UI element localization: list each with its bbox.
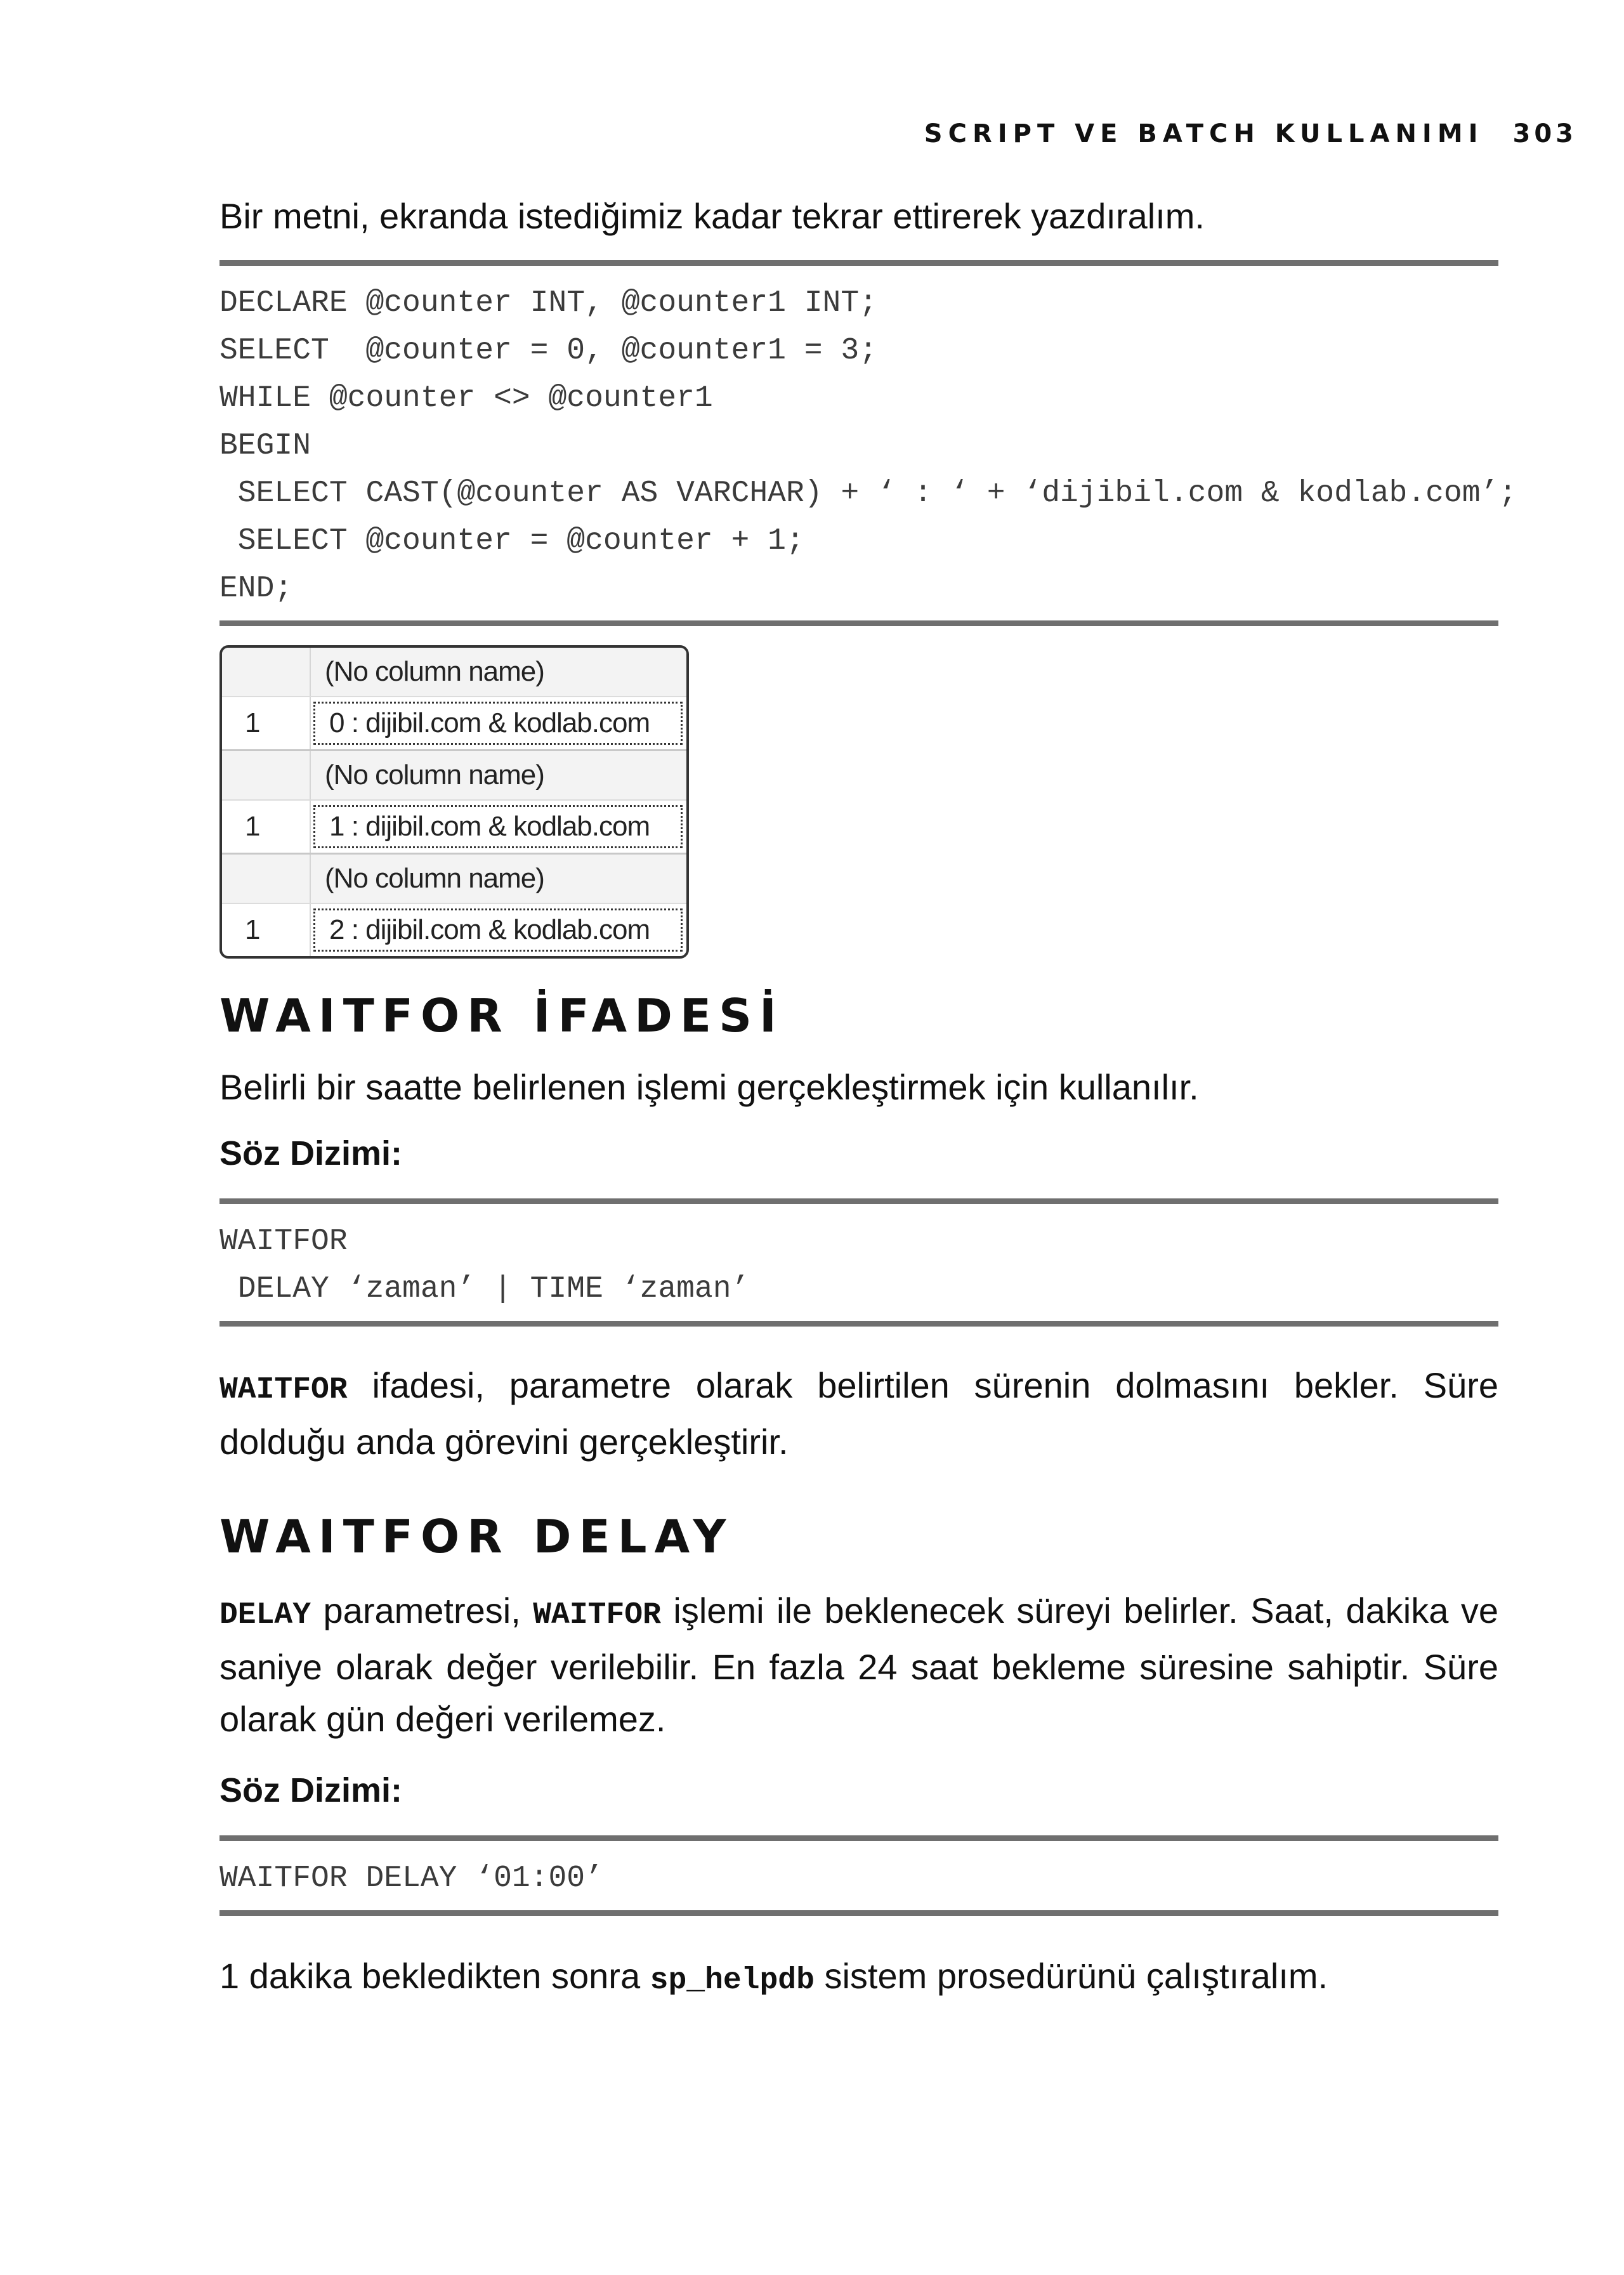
row-number: 1 bbox=[222, 801, 311, 853]
waitfor-paragraph bbox=[219, 1360, 1498, 1468]
inline-code: DELAY bbox=[219, 1598, 311, 1632]
code-rule-bottom bbox=[219, 1910, 1498, 1916]
paragraph-text: işlemi ile beklenecek süreyi belirler. Saat, dakika ve saniye olarak değer verilebilir. En fazla 24 saat bekleme süresine sahiptir. Süre olarak gün değeri verilemez. bbox=[219, 1590, 1498, 1739]
code-line: BEGIN bbox=[219, 429, 311, 463]
code-rule-bottom bbox=[219, 1321, 1498, 1327]
intro-text: Bir metni, ekranda istediğimiz kadar tekrar ettirerek yazdıralım. bbox=[219, 196, 1205, 236]
section-heading-waitfor-delay: WAITFOR DELAY bbox=[219, 1510, 734, 1563]
inline-code: sp_helpdb bbox=[650, 1964, 815, 1998]
code-rule-bottom bbox=[219, 620, 1498, 626]
result-set bbox=[222, 855, 686, 956]
result-row bbox=[222, 697, 686, 749]
inline-code: WAITFOR bbox=[533, 1598, 661, 1632]
chapter-title: SCRIPT VE BATCH KULLANIMI bbox=[924, 119, 1484, 148]
row-number: 1 bbox=[222, 904, 311, 956]
result-header-row bbox=[222, 855, 686, 904]
running-header bbox=[924, 119, 1577, 148]
paragraph-text: parametresi, bbox=[311, 1590, 534, 1630]
code-line: WAITFOR DELAY ‘01:00’ bbox=[219, 1861, 603, 1896]
code-block-delay-syntax bbox=[219, 1841, 1498, 1910]
result-cell[interactable]: 0 : dijibil.com & kodlab.com bbox=[313, 702, 683, 745]
code-block-loop bbox=[219, 266, 1517, 620]
row-number: 1 bbox=[222, 697, 311, 749]
inline-code: WAITFOR bbox=[219, 1373, 348, 1407]
column-header: (No column name) bbox=[325, 656, 544, 687]
column-header: (No column name) bbox=[325, 759, 544, 790]
code-rule-top bbox=[219, 1198, 1498, 1204]
waitfor-description: Belirli bir saatte belirlenen işlemi gerçekleştirmek için kullanılır. bbox=[219, 1067, 1199, 1107]
result-row bbox=[222, 904, 686, 956]
result-set bbox=[222, 648, 686, 751]
result-set bbox=[222, 751, 686, 855]
code-line: DECLARE @counter INT, @counter1 INT; bbox=[219, 286, 877, 320]
column-header: (No column name) bbox=[325, 863, 544, 894]
delay-paragraph bbox=[219, 1585, 1498, 1745]
code-line: DELAY ‘zaman’ | TIME ‘zaman’ bbox=[219, 1272, 750, 1306]
paragraph-text: 1 dakika bekledikten sonra bbox=[219, 1956, 650, 1996]
page-number: 303 bbox=[1512, 119, 1577, 148]
result-row bbox=[222, 801, 686, 853]
syntax-label: Söz Dizimi: bbox=[219, 1134, 403, 1172]
paragraph-text: sistem prosedürünü çalıştıralım. bbox=[814, 1956, 1328, 1996]
code-block-waitfor-syntax bbox=[219, 1204, 1498, 1321]
result-header-row bbox=[222, 648, 686, 697]
result-cell[interactable]: 1 : dijibil.com & kodlab.com bbox=[313, 805, 683, 848]
code-line: WAITFOR bbox=[219, 1224, 348, 1259]
row-header-corner bbox=[222, 855, 311, 903]
code-rule-top bbox=[219, 1835, 1498, 1841]
page-content bbox=[219, 190, 1517, 2007]
code-rule-top bbox=[219, 260, 1498, 266]
code-line: SELECT @counter = @counter + 1; bbox=[219, 524, 804, 558]
code-line: SELECT CAST(@counter AS VARCHAR) + ‘ : ‘ + ‘dijibil.com & kodlab.com’; bbox=[219, 476, 1517, 511]
code-line: SELECT @counter = 0, @counter1 = 3; bbox=[219, 334, 877, 368]
code-line: END; bbox=[219, 572, 293, 606]
result-header-row bbox=[222, 751, 686, 801]
syntax-label: Söz Dizimi: bbox=[219, 1771, 403, 1809]
row-header-corner bbox=[222, 648, 311, 696]
results-grid bbox=[219, 645, 689, 959]
result-cell[interactable]: 2 : dijibil.com & kodlab.com bbox=[313, 908, 683, 952]
paragraph-text: ifadesi, parametre olarak belirtilen sürenin dolmasını bekler. Süre dolduğu anda görevini gerçekleştirir. bbox=[219, 1365, 1498, 1462]
section-heading-waitfor: WAITFOR İFADESİ bbox=[219, 989, 784, 1042]
code-line: WHILE @counter <> @counter1 bbox=[219, 381, 713, 416]
row-header-corner bbox=[222, 751, 311, 799]
final-paragraph bbox=[219, 1950, 1498, 2007]
